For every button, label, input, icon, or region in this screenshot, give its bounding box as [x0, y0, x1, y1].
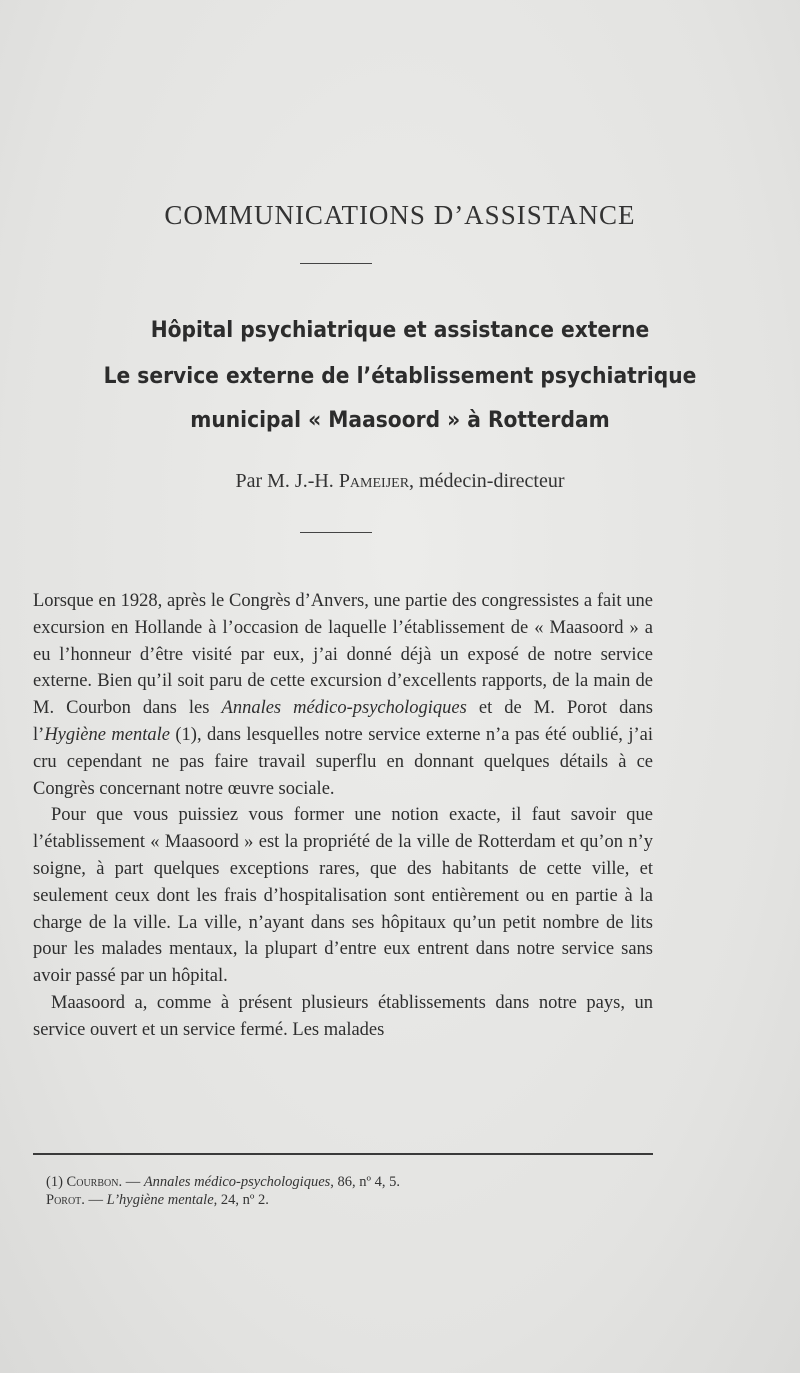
- text-run: et de M. Porot dans l’: [33, 698, 653, 745]
- italic-text: Annales médico-psychologiques: [143, 1174, 331, 1190]
- byline-suffix: , médecin-directeur: [409, 470, 565, 492]
- running-head: COMMUNICATIONS D’ASSISTANCE: [164, 200, 636, 230]
- article-title-line-2: Le service externe de l’établissement psychiatrique: [103, 364, 697, 389]
- article-body: [33, 588, 653, 1044]
- text-run: , 24, nº 2.: [213, 1192, 269, 1208]
- separator-rule: [300, 532, 372, 533]
- body-paragraph: [33, 588, 653, 802]
- italic-text: Annales médico-psychologiques: [221, 698, 467, 719]
- byline: [0, 470, 800, 493]
- footnote-rule: [33, 1153, 653, 1155]
- italic-text: Hygiène mentale: [44, 724, 170, 745]
- text-run: (1), dans lesquelles notre service externe n’a pas été oublié, j’ai cru cependant ne pas faire travail superflu en donnant quelques détails à ce Congrès concernant notre œuvre sociale.: [33, 724, 653, 799]
- article-title-line-1: Hôpital psychiatrique et assistance externe: [150, 318, 650, 343]
- separator-rule: [300, 263, 372, 264]
- text-run: . —: [81, 1192, 107, 1208]
- body-paragraph: [33, 990, 653, 1044]
- byline-author: Pameijer: [338, 470, 410, 492]
- footnotes: [46, 1173, 646, 1209]
- text-run: Lorsque en 1928, après le Congrès d’Anvers, une partie des congressistes a fait une excursion en Hollande à l’occasion de laquelle l’établissement de « Maasoord » a eu l’honneur d’être visité par eux, j’ai donné déjà un exposé de notre service externe. Bien qu’il soit paru de cette excursion d’excellents rapports, de la main de M. Courbon dans les: [33, 591, 653, 719]
- small-caps-text: Porot: [46, 1192, 82, 1208]
- small-caps-text: Courbon: [66, 1174, 119, 1190]
- text-run: Maasoord a, comme à présent plusieurs établissements dans notre pays, un service ouvert et un service fermé. Les malades: [33, 992, 653, 1040]
- article-title-line-3: municipal « Maasoord » à Rotterdam: [190, 408, 610, 433]
- byline-prefix: Par M. J.-H.: [235, 470, 339, 492]
- text-run: , 86, nº 4, 5.: [330, 1174, 401, 1190]
- italic-text: L’hygiène mentale: [106, 1192, 214, 1208]
- footnote-line: [46, 1191, 646, 1209]
- text-run: (1): [46, 1174, 67, 1190]
- text-run: . —: [118, 1174, 144, 1190]
- footnote-line: [46, 1173, 646, 1191]
- body-paragraph: [33, 802, 653, 990]
- text-run: Pour que vous puissiez vous former une notion exacte, il faut savoir que l’établissement « Maasoord » est la propriété de la ville de Rotterdam et qu’on n’y soigne, à part quelques exceptions rares, que des habitants de cette ville, et seulement ceux dont les frais d’hospitalisation sont entièrement ou en partie à la charge de la ville. La ville, n’ayant dans ses hôpitaux qu’un petit nombre de lits pour les malades mentaux, la plupart d’entre eux entrent dans notre service sans avoir passé par un hôpital.: [33, 805, 653, 987]
